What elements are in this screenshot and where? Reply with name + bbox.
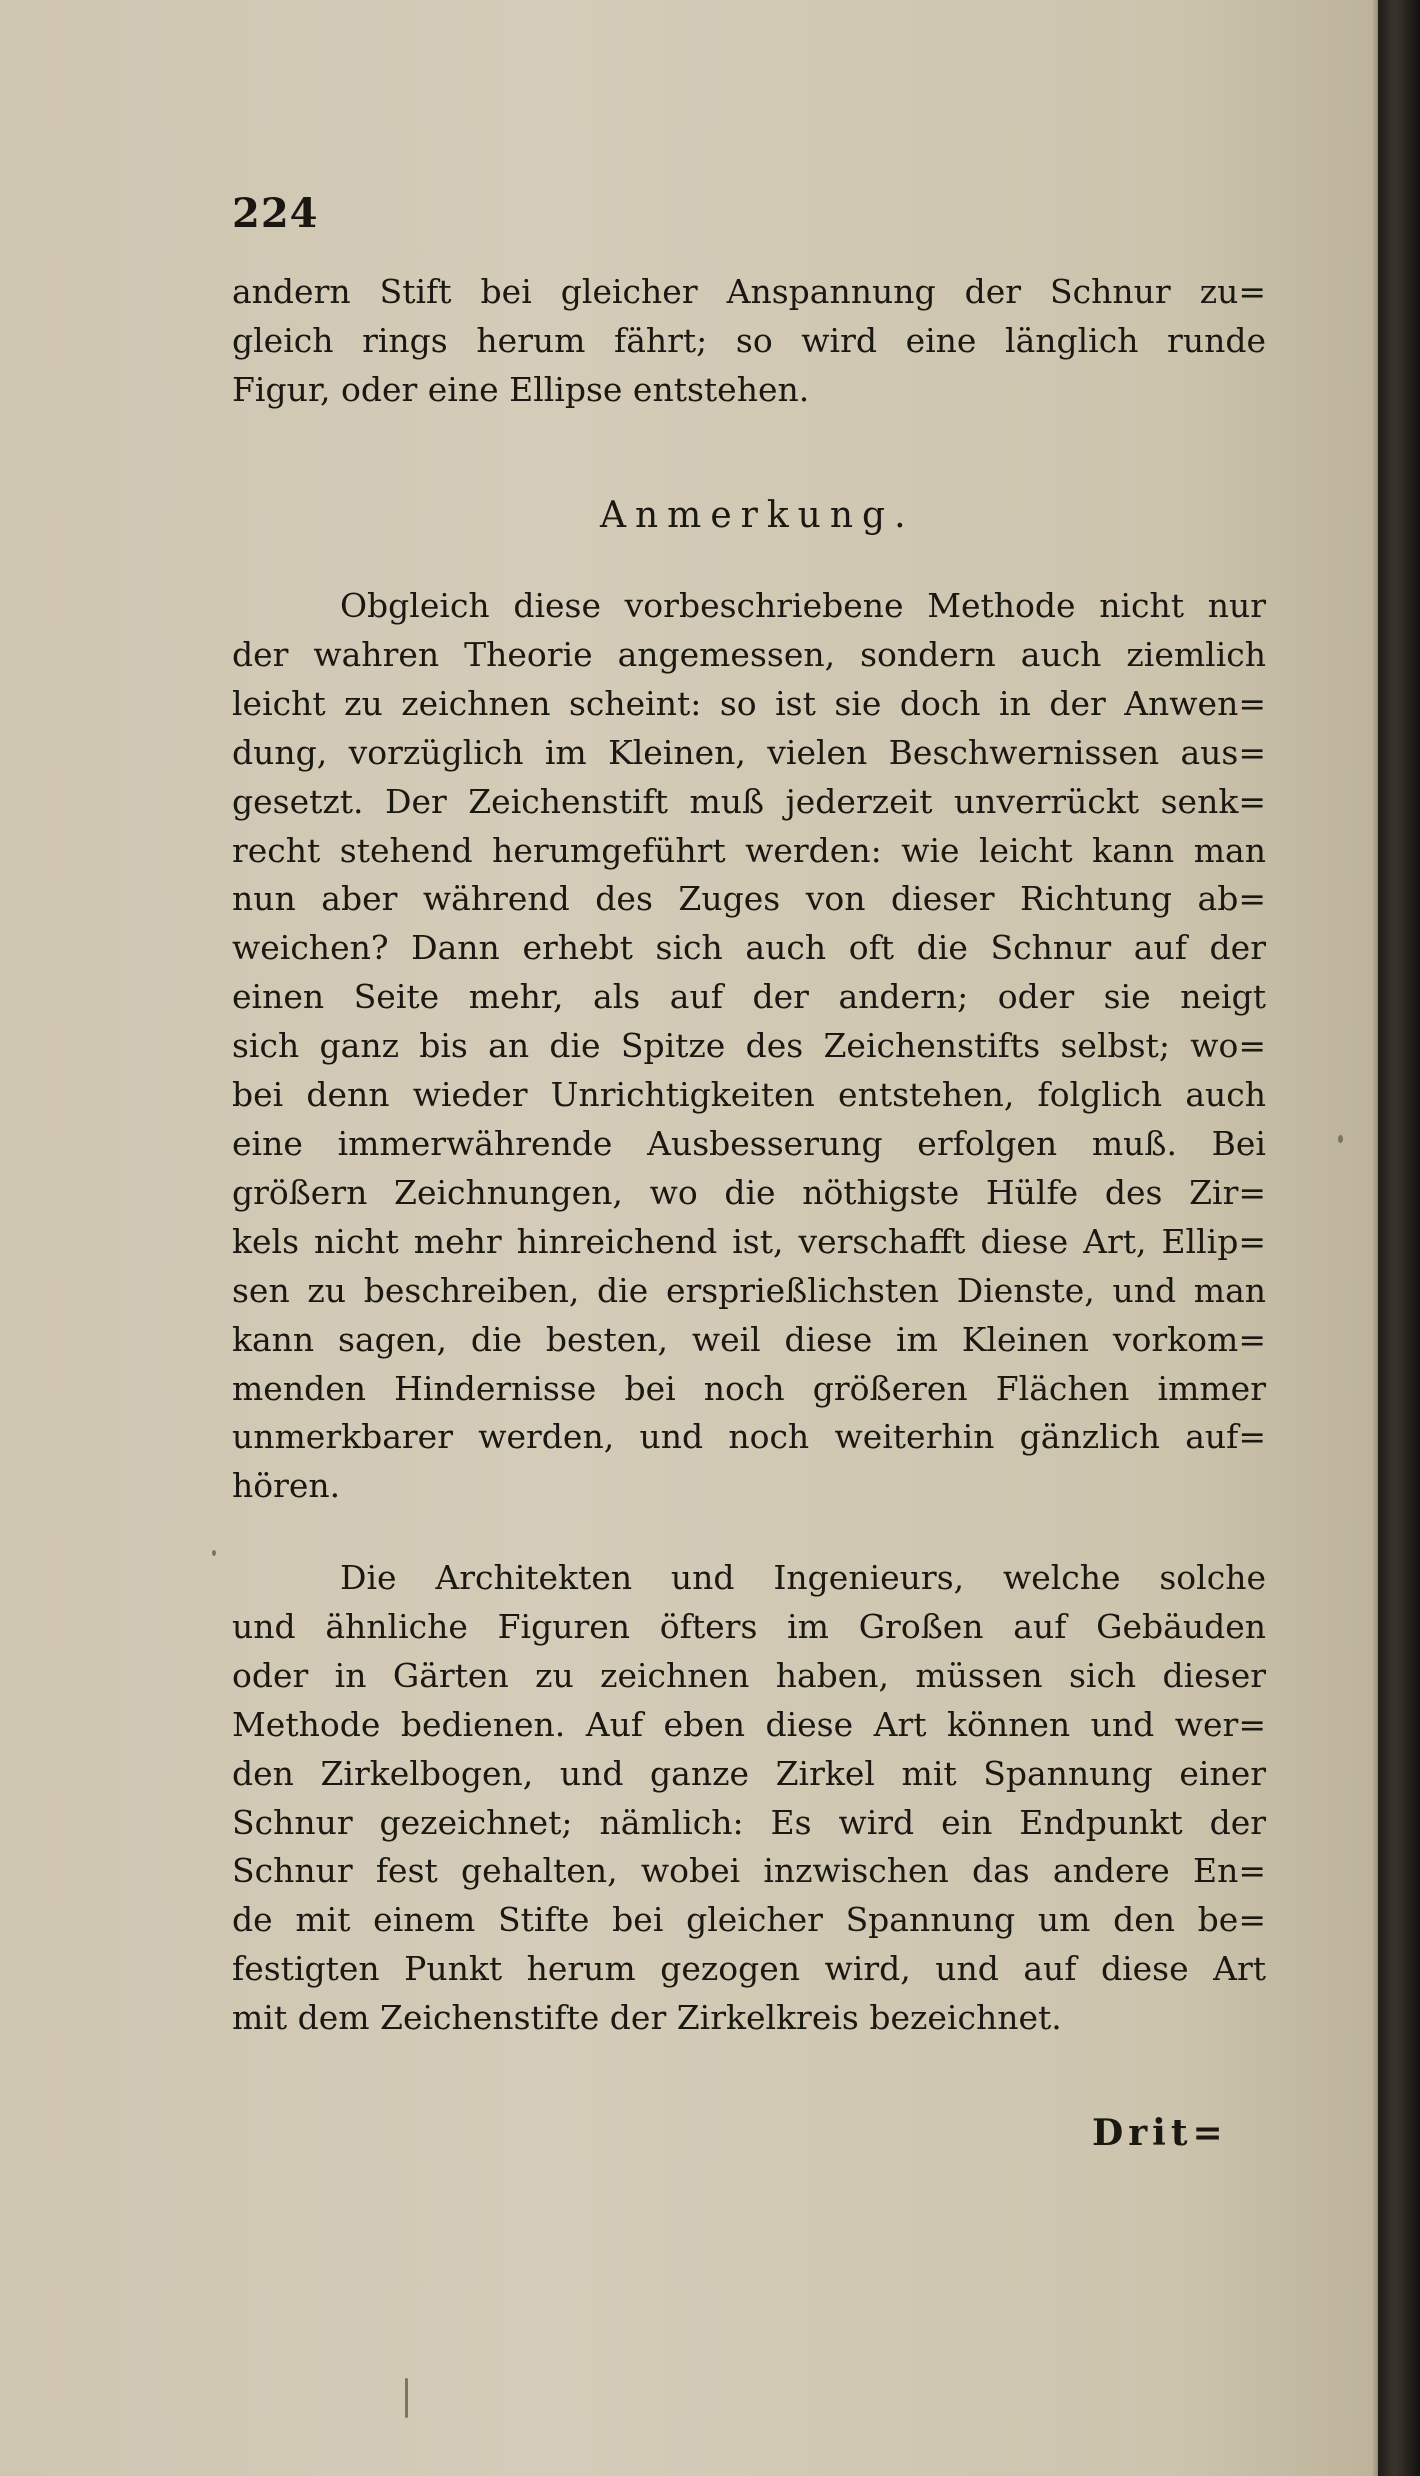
text-line: Die Architekten und Ingenieurs, welche solche: [340, 1558, 1266, 1597]
text-line: eine immerwährende Ausbesserung erfolgen muß. Bei: [232, 1123, 1266, 1163]
paragraph-3: [232, 1554, 1266, 2043]
text-line: oder in Gärten zu zeichnen haben, müssen sich dieser: [232, 1655, 1266, 1695]
text-line: und ähnliche Figuren öfters im Großen auf Gebäuden: [232, 1606, 1266, 1646]
text-line: sen zu beschreiben, die ersprießlichsten Dienste, und man: [232, 1270, 1266, 1310]
text-line: gesetzt. Der Zeichenstift muß jederzeit unverrückt senk=: [232, 781, 1266, 821]
text-line: der wahren Theorie angemessen, sondern auch ziemlich: [232, 634, 1266, 674]
text-line: festigten Punkt herum gezogen wird, und auf diese Art: [232, 1949, 1266, 1989]
text-line: sich ganz bis an die Spitze des Zeichenstifts selbst; wo=: [232, 1026, 1266, 1066]
text-line: Methode bedienen. Auf eben diese Art können und wer=: [232, 1704, 1266, 1744]
paper-speck: [212, 1550, 216, 1556]
text-line: recht stehend herumgeführt werden: wie leicht kann man: [232, 830, 1266, 870]
paragraph-2: [232, 582, 1266, 1511]
text-line: dung, vorzüglich im Kleinen, vielen Beschwernissen aus=: [232, 732, 1266, 772]
text-line: kels nicht mehr hinreichend ist, verschafft diese Art, Ellip=: [232, 1221, 1266, 1261]
text-line: Schnur fest gehalten, wobei inzwischen das andere En=: [232, 1851, 1266, 1891]
text-line: nun aber während des Zuges von dieser Richtung ab=: [232, 879, 1266, 919]
text-line: mit dem Zeichenstifte der Zirkelkreis bezeichnet.: [232, 1998, 1062, 2038]
text-line: Figur, oder eine Ellipse entstehen.: [232, 369, 810, 409]
text-line: weichen? Dann erhebt sich auch oft die Schnur auf der: [232, 928, 1266, 968]
text-line: gleich rings herum fährt; so wird eine länglich runde: [232, 320, 1266, 360]
text-line: de mit einem Stifte bei gleicher Spannung um den be=: [232, 1900, 1266, 1940]
text-line: hören.: [232, 1466, 341, 1506]
text-line: andern Stift bei gleicher Anspannung der Schnur zu=: [232, 272, 1266, 311]
page-number: 224: [232, 190, 319, 237]
text-line: menden Hindernisse bei noch größeren Flächen immer: [232, 1368, 1266, 1408]
section-heading: Anmerkung.: [600, 495, 915, 536]
text-line: bei denn wieder Unrichtigkeiten entstehen, folglich auch: [232, 1075, 1266, 1115]
text-line: kann sagen, die besten, weil diese im Kleinen vorkom=: [232, 1319, 1266, 1359]
paragraph-1: [232, 268, 1266, 415]
paper-speck: [1338, 1135, 1343, 1143]
book-gutter: [1378, 0, 1420, 2476]
text-line: Schnur gezeichnet; nämlich: Es wird ein Endpunkt der: [232, 1802, 1266, 1842]
catchword: Drit=: [1092, 2112, 1228, 2154]
text-line: Obgleich diese vorbeschriebene Methode nicht nur: [340, 586, 1266, 625]
text-line: einen Seite mehr, als auf der andern; oder sie neigt: [232, 977, 1266, 1017]
text-line: den Zirkelbogen, und ganze Zirkel mit Spannung einer: [232, 1753, 1266, 1793]
text-line: größern Zeichnungen, wo die nöthigste Hülfe des Zir=: [232, 1172, 1266, 1212]
text-line: leicht zu zeichnen scheint: so ist sie doch in der Anwen=: [232, 683, 1266, 723]
text-line: unmerkbarer werden, und noch weiterhin gänzlich auf=: [232, 1417, 1266, 1457]
paper-mark: [405, 2378, 408, 2418]
